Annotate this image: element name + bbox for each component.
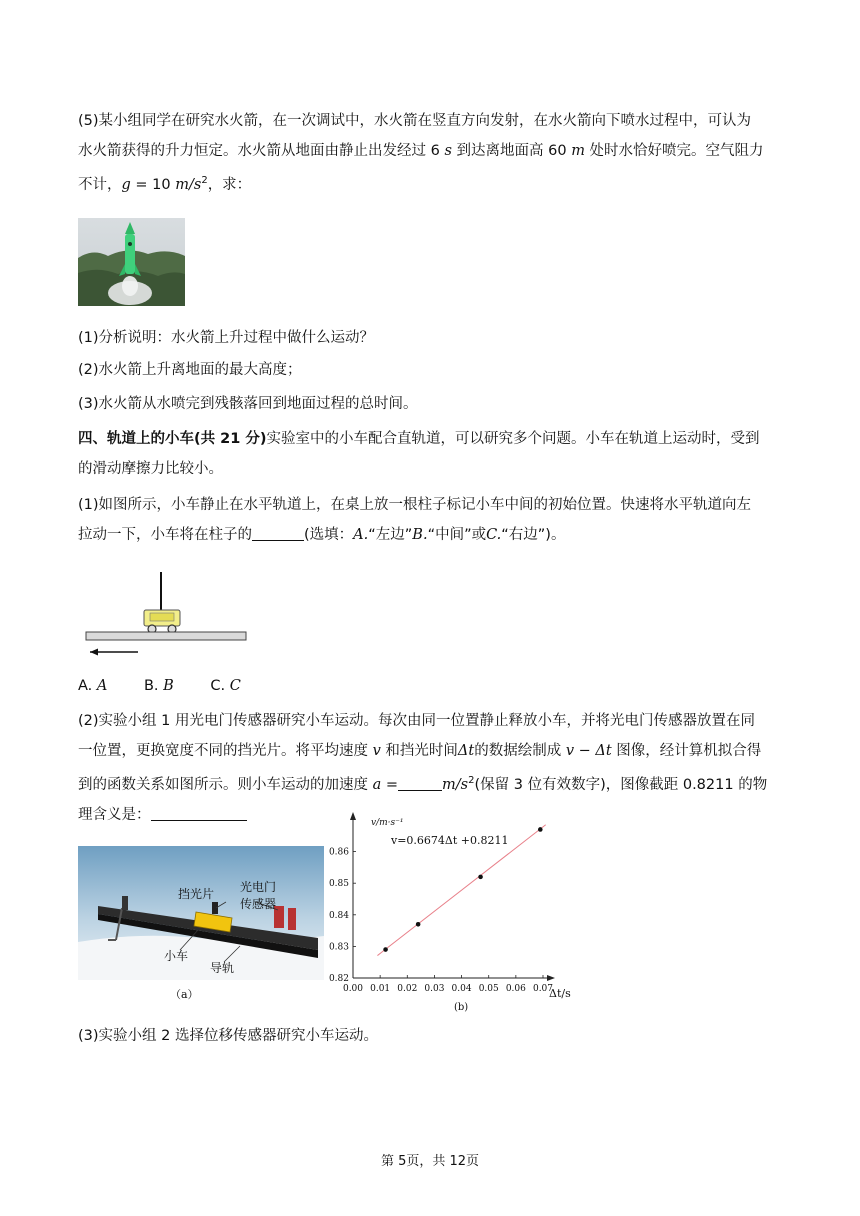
y-tick-label: 0.86 bbox=[328, 847, 349, 858]
q5-stem bbox=[78, 106, 784, 200]
q5-sub1: (1)分析说明：水火箭上升过程中做什么运动？ bbox=[78, 330, 375, 346]
caption-a: （a） bbox=[170, 988, 199, 1001]
x-tick-label: 0.03 bbox=[424, 984, 445, 994]
x-tick-label: 0.06 bbox=[505, 984, 526, 994]
y-axis-arrow bbox=[350, 812, 356, 820]
label-gate-2: 传感器 bbox=[240, 897, 277, 911]
label-track: 导轨 bbox=[210, 961, 235, 975]
x-tick-label: 0.02 bbox=[397, 984, 418, 994]
option-c[interactable]: C. C bbox=[210, 678, 241, 694]
x-tick-label: 0.07 bbox=[532, 984, 554, 994]
x-tick-label: 0.00 bbox=[342, 984, 364, 994]
y-tick-label: 0.84 bbox=[328, 910, 349, 921]
option-a[interactable]: A. A bbox=[78, 678, 108, 694]
answer-blank-2[interactable] bbox=[398, 776, 442, 791]
label-cart: 小车 bbox=[164, 949, 189, 963]
section4-intro: 四、轨道上的小车(共 21 分)实验室中的小车配合直轨道，可以研究多个问题。小车在轨道上运动时，受到 的滑动摩擦力比较小。 bbox=[78, 431, 760, 477]
data-point bbox=[416, 922, 421, 927]
answer-blank-1[interactable] bbox=[252, 526, 304, 541]
fit-equation: v=0.6674Δt +0.8211 bbox=[391, 834, 509, 847]
part1-stem: (1)如图所示，小车静止在水平轨道上，在桌上放一根柱子标记小车中间的初始位置。快速将水平轨道向左 拉动一下，小车将在柱子的 (选填：A.“左边”B.“中间”或C.“右边”)。 bbox=[78, 497, 752, 543]
data-point bbox=[383, 947, 388, 952]
label-shade: 挡光片 bbox=[178, 887, 215, 901]
y-tick-label: 0.85 bbox=[328, 879, 349, 890]
cart-on-track-diagram bbox=[78, 568, 253, 658]
y-tick-label: 0.82 bbox=[328, 974, 349, 984]
data-point bbox=[478, 875, 483, 880]
option-b[interactable]: B. B bbox=[143, 678, 174, 694]
q5-sub3: (3)水火箭从水喷完到残骸落回到地面过程的总时间。 bbox=[78, 396, 418, 412]
q5-stem-line2: 水火箭获得的升力恒定。水火箭从地面由静止出发经过 6 s 到达离地面高 60 m 处时水恰好喷完。空气阻力 bbox=[78, 143, 764, 159]
section4-heading: 四、轨道上的小车(共 21 分) bbox=[78, 431, 267, 447]
q5-stem-line3: 不计，g = 10 $m/s^2$，求： bbox=[78, 175, 252, 193]
x-tick-label: 0.04 bbox=[451, 984, 472, 994]
velocity-time-chart bbox=[325, 812, 575, 1016]
x-tick-label: 0.05 bbox=[478, 984, 499, 994]
page-footer: 第 5页，共 12页 bbox=[380, 1154, 480, 1169]
x-axis-label: Δt/s bbox=[549, 987, 571, 1000]
chart-caption: (b) bbox=[454, 1002, 469, 1013]
part2-stem: (2)实验小组 1 用光电门传感器研究小车运动。每次由同一位置静止释放小车，并将光电门传感器放置在同 一位置，更换宽度不同的挡光片。将平均速度 v 和挡光时间Δt的数据绘制成 v − Δt 图像，经计算机拟合得 到的函数关系如图所示。则小车运动的加速度 $a = m/s^2$(保留 3 位有效数字)，图像截距 0.8211 的物 理含义是： bbox=[78, 713, 768, 823]
x-axis-arrow bbox=[547, 975, 555, 981]
data-point bbox=[538, 827, 543, 832]
water-rocket-photo bbox=[78, 218, 185, 306]
answer-blank-3[interactable] bbox=[151, 806, 247, 821]
y-tick-label: 0.83 bbox=[328, 942, 349, 953]
part1-options bbox=[78, 676, 273, 696]
y-axis-label: v/m·s⁻¹ bbox=[371, 818, 404, 828]
x-tick-label: 0.01 bbox=[370, 984, 391, 994]
q5-stem-line1: (5)某小组同学在研究水火箭，在一次调试中，水火箭在竖直方向发射，在水火箭向下喷水过程中，可认为 bbox=[78, 113, 752, 129]
label-gate-1: 光电门 bbox=[240, 880, 277, 894]
photogate-setup-photo bbox=[78, 846, 324, 1006]
part3-stem: (3)实验小组 2 选择位移传感器研究小车运动。 bbox=[78, 1028, 378, 1044]
chart-svg bbox=[325, 812, 575, 1016]
q5-sub2: (2)水火箭上升离地面的最大高度； bbox=[78, 362, 302, 378]
